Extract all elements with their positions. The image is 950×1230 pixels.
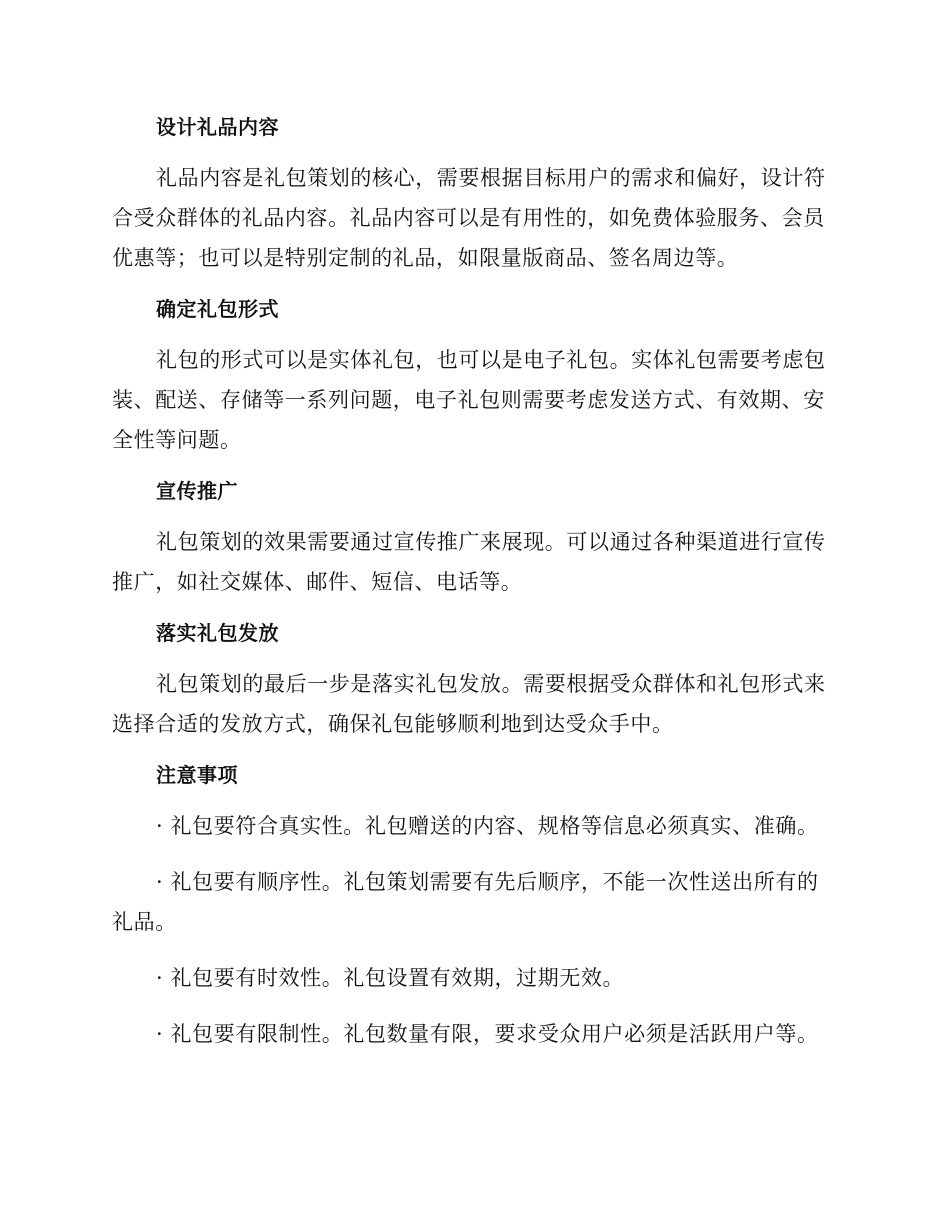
- spacer: [112, 648, 838, 664]
- spacer: [112, 506, 838, 522]
- section-paragraph-gift-content: 礼品内容是礼包策划的核心，需要根据目标用户的需求和偏好，设计符合受众群体的礼品内容。礼品内容可以是有用性的，如免费体验服务、会员优惠等；也可以是特别定制的礼品，如限量版商品、签名周边等。: [112, 166, 826, 270]
- section-heading-distribution: 落实礼包发放: [156, 621, 279, 645]
- section-heading-promotion: 宣传推广: [156, 479, 238, 503]
- spacer: [112, 790, 838, 806]
- spacer: [112, 846, 838, 862]
- notes-item-authenticity: · 礼包要符合真实性。礼包赠送的内容、规格等信息必须真实、准确。: [156, 814, 819, 838]
- spacer: [112, 602, 838, 618]
- spacer: [112, 142, 838, 158]
- section-paragraph-distribution: 礼包策划的最后一步是落实礼包发放。需要根据受众群体和礼包形式来选择合适的发放方式，确保礼包能够顺利地到达受众手中。: [112, 672, 826, 736]
- notes-item-timeliness: · 礼包要有时效性。礼包设置有效期，过期无效。: [156, 966, 625, 990]
- notes-heading: 注意事项: [156, 763, 238, 787]
- document-content: [112, 112, 838, 1054]
- spacer: [112, 744, 838, 760]
- section-paragraph-package-form: 礼包的形式可以是实体礼包，也可以是电子礼包。实体礼包需要考虑包装、配送、存储等一系列问题，电子礼包则需要考虑发送方式、有效期、安全性等问题。: [112, 348, 826, 452]
- spacer: [112, 942, 838, 958]
- spacer: [112, 278, 838, 294]
- notes-item-sequence: · 礼包要有顺序性。礼包策划需要有先后顺序，不能一次性送出所有的礼品。: [112, 870, 819, 934]
- spacer: [112, 324, 838, 340]
- section-paragraph-promotion: 礼包策划的效果需要通过宣传推广来展现。可以通过各种渠道进行宣传推广，如社交媒体、邮件、短信、电话等。: [112, 530, 826, 594]
- section-heading-package-form: 确定礼包形式: [156, 297, 279, 321]
- section-heading-gift-content: 设计礼品内容: [156, 115, 279, 139]
- spacer: [112, 998, 838, 1014]
- spacer: [112, 460, 838, 476]
- notes-item-restriction: · 礼包要有限制性。礼包数量有限，要求受众用户必须是活跃用户等。: [156, 1022, 819, 1046]
